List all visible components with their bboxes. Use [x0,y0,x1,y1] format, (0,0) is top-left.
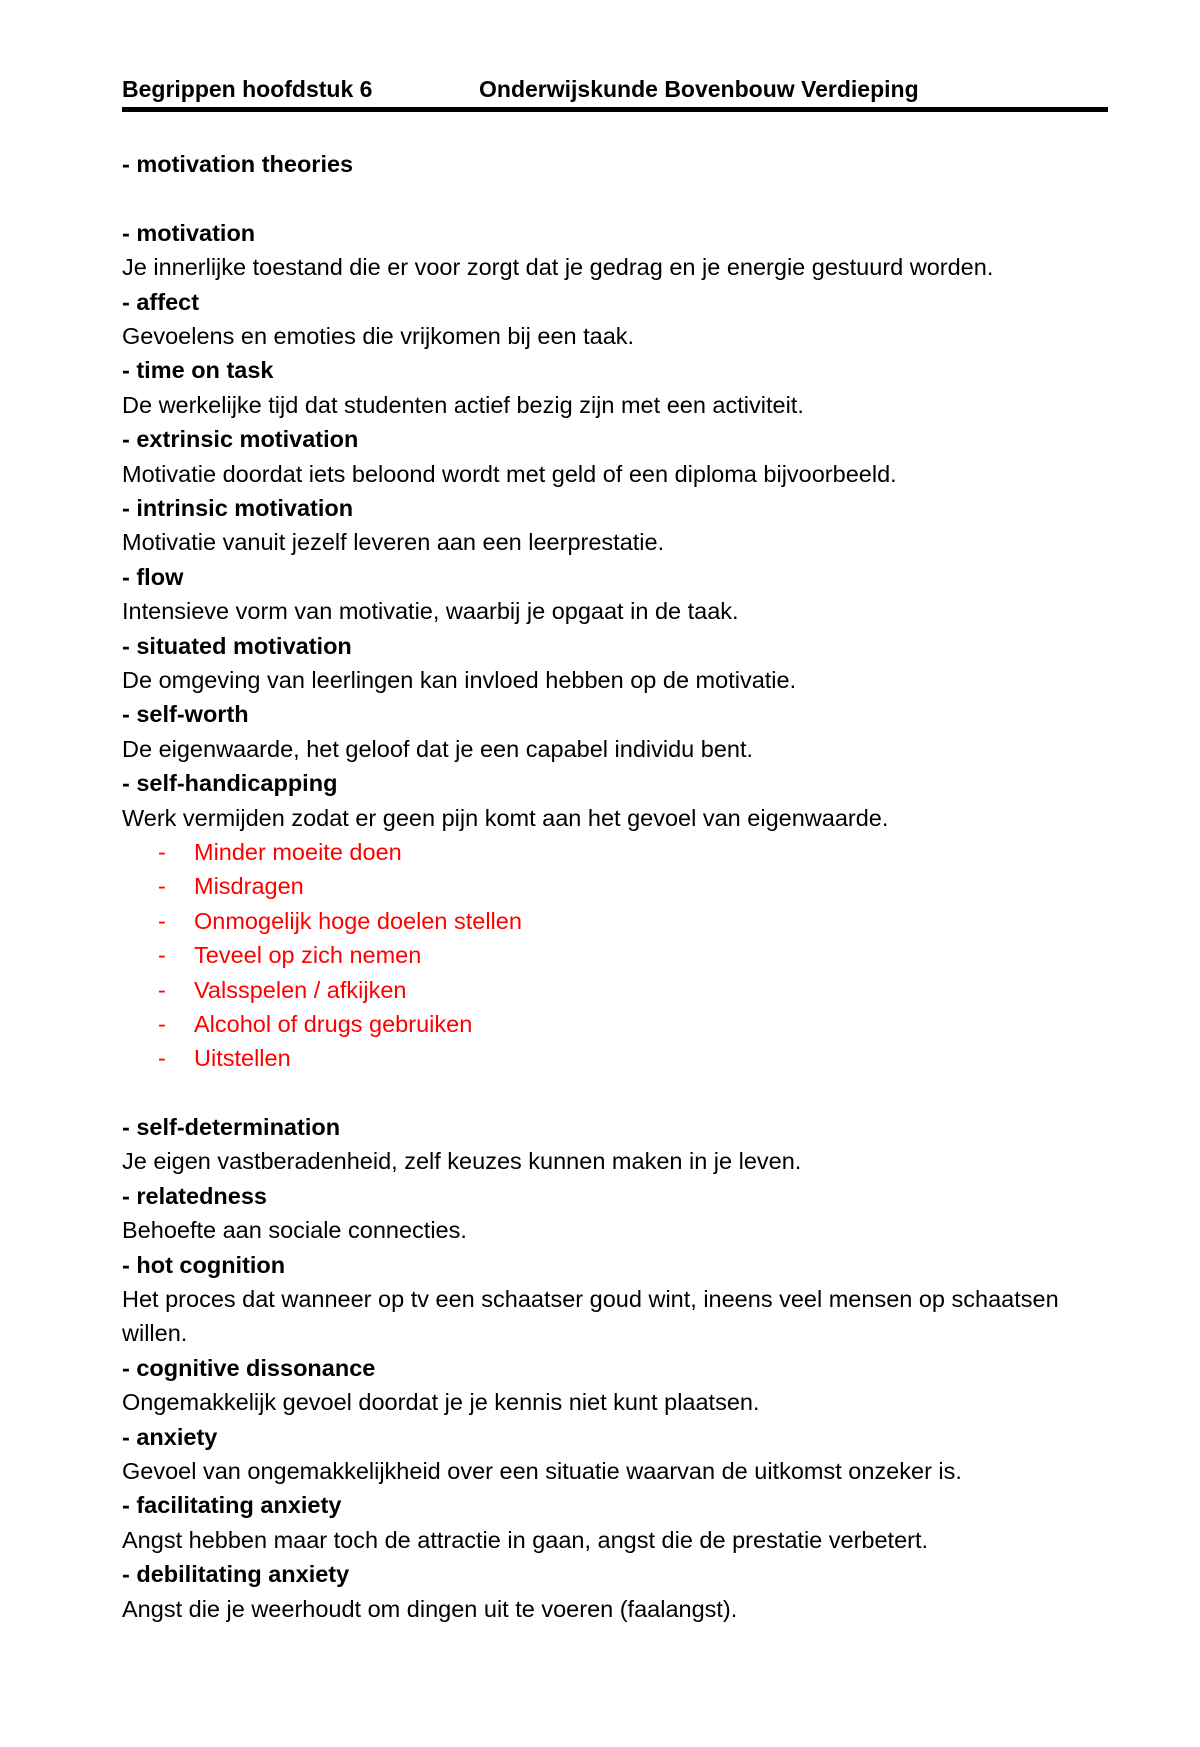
glossary-term: - relatedness [122,1182,267,1209]
glossary-definition: Ongemakkelijk gevoel doordat je je kennis niet kunt plaatsen. [122,1389,760,1416]
glossary-term: - extrinsic motivation [122,426,359,453]
self-handicapping-examples [122,835,1082,1076]
glossary-definition: Angst die je weerhoudt om dingen uit te voeren (faalangst). [122,1595,738,1622]
glossary-list-b [122,1110,1082,1626]
glossary-definition: Intensieve vorm van motivatie, waarbij je opgaat in de taak. [122,598,739,625]
glossary-definition: Het proces dat wanneer op tv een schaatser goud wint, ineens veel mensen op schaatsen willen. [122,1286,1059,1347]
bullet-text: Onmogelijk hoge doelen stellen [194,907,522,934]
glossary-term: - intrinsic motivation [122,494,354,521]
bullet-dash: - [158,1010,166,1037]
glossary-term: - affect [122,288,200,315]
glossary-definition: Je eigen vastberadenheid, zelf keuzes kunnen maken in je leven. [122,1148,802,1175]
bullet-dash: - [158,907,166,934]
bullet-text: Misdragen [194,873,304,900]
bullet-text: Minder moeite doen [194,838,402,865]
glossary-definition: De omgeving van leerlingen kan invloed hebben op de motivatie. [122,666,797,693]
section-title: - motivation theories [122,151,354,177]
header-chapter-title: Begrippen hoofdstuk 6 [122,76,373,102]
glossary-definition: Angst hebben maar toch de attractie in gaan, angst die de prestatie verbetert. [122,1526,929,1553]
list-item [122,973,1082,1007]
glossary-definition: De werkelijke tijd dat studenten actief bezig zijn met een activiteit. [122,391,804,418]
bullet-dash: - [158,976,166,1003]
glossary-term: - time on task [122,357,274,384]
bullet-text: Alcohol of drugs gebruiken [194,1010,473,1037]
list-item [122,835,1082,869]
glossary-term: - self-worth [122,701,249,728]
bullet-dash: - [158,1045,166,1072]
glossary-term: - self-handicapping [122,770,338,797]
glossary-term: - debilitating anxiety [122,1561,350,1588]
glossary-term: - hot cognition [122,1251,286,1278]
glossary-definition: Behoefte aan sociale connecties. [122,1217,467,1244]
bullet-text: Uitstellen [194,1045,291,1072]
glossary-definition: De eigenwaarde, het geloof dat je een capabel individu bent. [122,735,754,762]
header-rule [122,107,1108,112]
bullet-dash: - [158,873,166,900]
bullet-dash: - [158,942,166,969]
glossary-term: - flow [122,563,184,590]
glossary-definition: Gevoel van ongemakkelijkheid over een situatie waarvan de uitkomst onzeker is. [122,1458,962,1485]
glossary-list-a [122,216,1082,835]
glossary-definition: Je innerlijke toestand die er voor zorgt dat je gedrag en je energie gestuurd worden. [122,254,994,281]
list-item [122,869,1082,903]
spacer [122,1076,1082,1110]
list-item [122,1041,1082,1075]
bullet-text: Valsspelen / afkijken [194,976,407,1003]
glossary-definition: Werk vermijden zodat er geen pijn komt aan het gevoel van eigenwaarde. [122,804,889,831]
glossary-term: - situated motivation [122,632,352,659]
glossary-term: - anxiety [122,1423,218,1450]
list-item [122,1007,1082,1041]
glossary-content [122,147,1082,1626]
glossary-definition: Gevoelens en emoties die vrijkomen bij een taak. [122,322,635,349]
list-item [122,938,1082,972]
list-item [122,904,1082,938]
glossary-term: - facilitating anxiety [122,1492,342,1519]
glossary-term: - cognitive dissonance [122,1354,376,1381]
bullet-dash: - [158,838,166,865]
spacer [122,181,1082,215]
header-course-title: Onderwijskunde Bovenbouw Verdieping [479,76,919,102]
glossary-definition: Motivatie vanuit jezelf leveren aan een leerprestatie. [122,529,665,556]
glossary-term: - self-determination [122,1114,341,1141]
glossary-definition: Motivatie doordat iets beloond wordt met geld of een diploma bijvoorbeeld. [122,460,897,487]
bullet-text: Teveel op zich nemen [194,942,422,969]
glossary-term: - motivation [122,219,256,246]
